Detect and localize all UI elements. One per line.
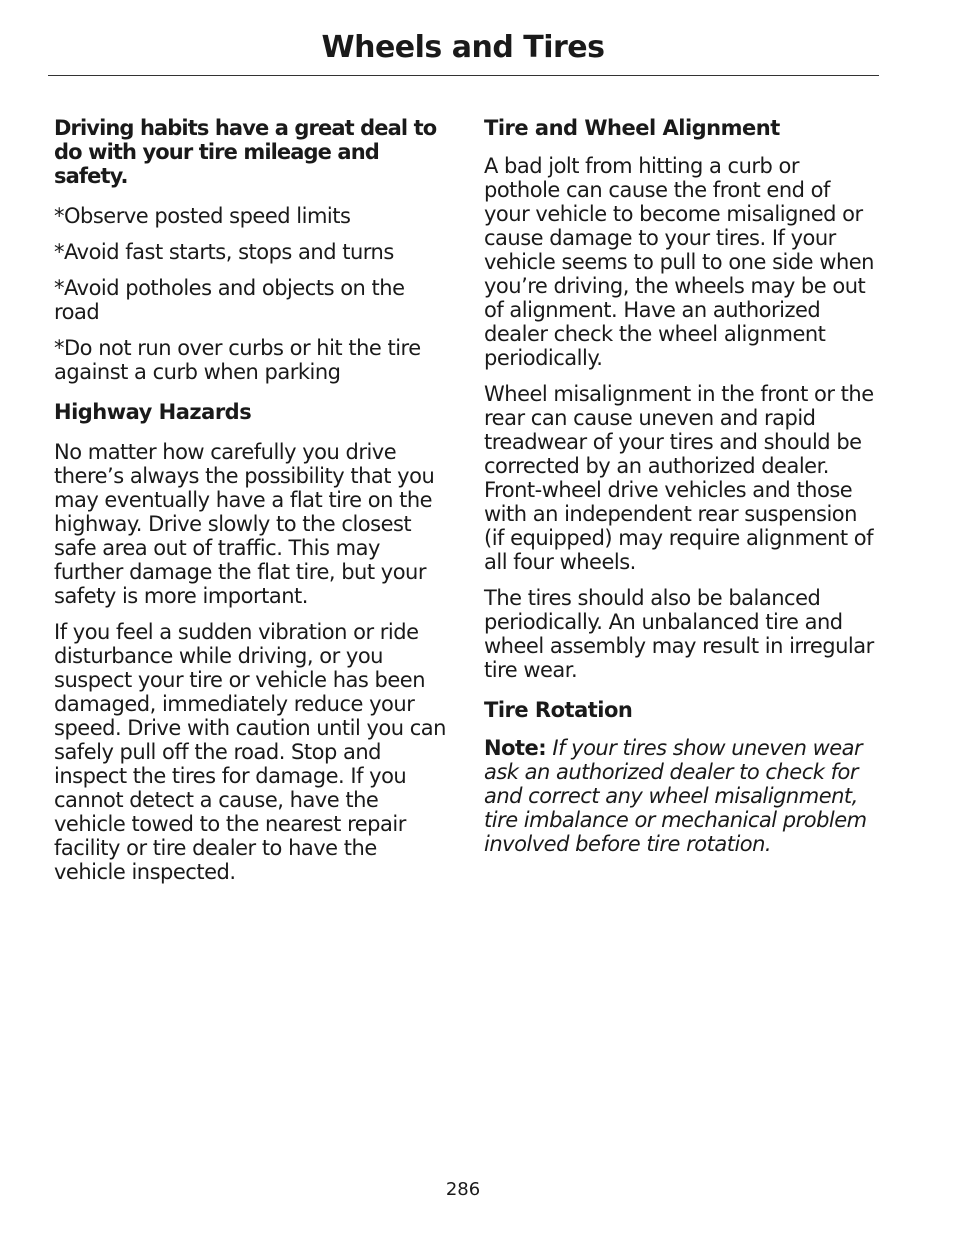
bullet-speed-limits: *Observe posted speed limits (54, 204, 351, 228)
rotation-note (484, 736, 876, 856)
alignment-paragraph-balance: The tires should also be balanced periodically. An unbalanced tire and wheel assembly may result in irregular tire wear. (484, 586, 874, 682)
driving-habits-lead: Driving habits have a great deal to do with your tire mileage and safety. (54, 116, 437, 188)
left-column (54, 116, 446, 896)
page-title: Wheels and Tires (321, 30, 605, 65)
highway-hazards-heading: Highway Hazards (54, 400, 252, 424)
bullet-fast-starts: *Avoid fast starts, stops and turns (54, 240, 394, 264)
tire-rotation-heading: Tire Rotation (484, 698, 633, 722)
alignment-paragraph-jolt: A bad jolt from hitting a curb or pothole can cause the front end of your vehicle to become misaligned or cause damage to your tires. If your vehicle seems to pull to one side when you’re driving, the wheels may be out of alignment. Have an authorized dealer check the wheel alignment periodically. (484, 154, 874, 370)
note-label: Note: (484, 736, 547, 760)
highway-paragraph-vibration: If you feel a sudden vibration or ride disturbance while driving, or you suspect your tire or vehicle has been damaged, immediately reduce your speed. Drive with caution until you can safely pull off the road. Stop and inspect the tires for damage. If you cannot detect a cause, have the vehicle towed to the nearest repair facility or tire dealer to have the vehicle inspected. (54, 620, 446, 884)
page-number: 286 (445, 1179, 481, 1200)
note-text: If your tires show uneven wear ask an authorized dealer to check for and correct any wheel misalignment, tire imbalance or mechanical problem involved before tire rotation. (484, 736, 867, 856)
right-column (484, 116, 876, 868)
alignment-heading: Tire and Wheel Alignment (484, 116, 780, 140)
alignment-paragraph-misalignment: Wheel misalignment in the front or the rear can cause uneven and rapid treadwear of your tires and should be corrected by an authorized dealer. Front-wheel drive vehicles and those with an independent rear suspension (if equipped) may require alignment of all four wheels. (484, 382, 874, 574)
bullet-curbs: *Do not run over curbs or hit the tire against a curb when parking (54, 336, 421, 384)
bullet-potholes: *Avoid potholes and objects on the road (54, 276, 405, 324)
highway-paragraph-flat-tire: No matter how carefully you drive there’s always the possibility that you may eventually have a flat tire on the highway. Drive slowly to the closest safe area out of traffic. This may further damage the flat tire, but your safety is more important. (54, 440, 435, 608)
title-divider (48, 75, 879, 76)
